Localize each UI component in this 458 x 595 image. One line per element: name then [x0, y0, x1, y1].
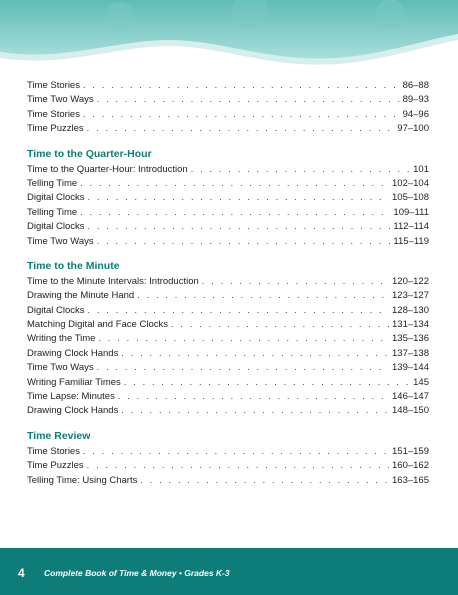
- toc-entry: [27, 78, 429, 92]
- dot-leader: [97, 234, 391, 248]
- toc-section-quarter-hour: [27, 147, 429, 248]
- entry-pages: 163–165: [392, 474, 429, 486]
- entry-title: Time to the Minute Intervals: Introduction: [27, 275, 199, 287]
- toc-entry: [27, 190, 429, 204]
- entry-pages: 148–150: [392, 405, 429, 417]
- section-heading: Time to the Quarter-Hour: [27, 147, 152, 160]
- dot-leader: [83, 107, 400, 121]
- entry-title: Time Two Ways: [27, 235, 94, 247]
- section-heading: Time Review: [27, 429, 91, 442]
- toc-entry: [27, 121, 429, 135]
- dot-leader: [87, 121, 395, 135]
- dot-leader: [191, 162, 410, 176]
- toc-entry: [27, 303, 429, 317]
- entry-title: Time Two Ways: [27, 362, 94, 374]
- entry-title: Drawing Clock Hands: [27, 347, 119, 359]
- entry-title: Telling Time: [27, 177, 78, 189]
- toc-entry: [27, 346, 429, 360]
- toc-entry: [27, 162, 429, 176]
- dot-leader: [83, 444, 389, 458]
- toc-entry: [27, 375, 429, 389]
- dot-leader: [121, 403, 389, 417]
- toc-entry: [27, 473, 429, 487]
- entry-pages: 146–147: [392, 391, 429, 403]
- toc-entry: [27, 331, 429, 345]
- toc-entry: [27, 274, 429, 288]
- dot-leader: [202, 274, 389, 288]
- entry-pages: 135–136: [392, 333, 429, 345]
- entry-title: Digital Clocks: [27, 192, 85, 204]
- toc-entry: [27, 403, 429, 417]
- dot-leader: [121, 346, 389, 360]
- entry-title: Time Stories: [27, 80, 80, 91]
- entry-pages: 145: [413, 376, 429, 388]
- dot-leader: [88, 219, 391, 233]
- toc-entry: [27, 458, 429, 472]
- toc-entry: [27, 234, 429, 248]
- entry-title: Matching Digital and Face Clocks: [27, 319, 168, 331]
- entry-title: Time Puzzles: [27, 460, 84, 472]
- dot-leader: [80, 176, 389, 190]
- entry-pages: 101: [413, 163, 429, 175]
- entry-pages: 97–100: [397, 123, 429, 135]
- dot-leader: [118, 389, 389, 403]
- dot-leader: [80, 205, 390, 219]
- dot-leader: [171, 317, 389, 331]
- dot-leader: [83, 78, 400, 92]
- footer-bar: [0, 548, 458, 595]
- dot-leader: [88, 190, 389, 204]
- entry-title: Writing Familiar Times: [27, 376, 121, 388]
- entry-title: Time Puzzles: [27, 123, 84, 135]
- entry-pages: 112–114: [393, 221, 429, 233]
- dot-leader: [88, 303, 389, 317]
- entry-title: Writing the Time: [27, 333, 96, 345]
- toc-entry: [27, 176, 429, 190]
- entry-pages: 94–96: [402, 108, 429, 120]
- entry-pages: 115–119: [393, 235, 429, 247]
- entry-pages: 128–130: [392, 304, 429, 316]
- dot-leader: [140, 473, 389, 487]
- entry-pages: 131–134: [392, 319, 429, 331]
- entry-title: Time to the Quarter-Hour: Introduction: [27, 163, 188, 175]
- toc-entry: [27, 288, 429, 302]
- toc-entry: [27, 360, 429, 374]
- entry-title: Time Stories: [27, 108, 80, 120]
- entry-pages: 109–111: [393, 206, 429, 218]
- entry-pages: 120–122: [392, 275, 429, 287]
- dot-leader: [87, 458, 389, 472]
- toc-section-continued: [27, 78, 429, 136]
- entry-title: Drawing the Minute Hand: [27, 290, 135, 302]
- header-wave-graphic: [0, 0, 458, 70]
- entry-title: Time Lapse: Minutes: [27, 391, 115, 403]
- entry-title: Telling Time: [27, 206, 78, 218]
- entry-title: Drawing Clock Hands: [27, 405, 119, 417]
- toc-section-minute: [27, 259, 429, 418]
- entry-pages: 160–162: [392, 460, 429, 472]
- toc-entry: [27, 389, 429, 403]
- toc-entry: [27, 107, 429, 121]
- dot-leader: [124, 375, 410, 389]
- entry-pages: 105–108: [392, 192, 429, 204]
- entry-pages: 123–127: [392, 290, 429, 302]
- header-banner: [0, 0, 458, 70]
- entry-title: Telling Time: Using Charts: [27, 474, 138, 486]
- toc-entry: [27, 205, 429, 219]
- toc-entry: [27, 444, 429, 458]
- toc-entry: [27, 219, 429, 233]
- toc-entry: [27, 317, 429, 331]
- dot-leader: [98, 331, 389, 345]
- entry-title: Time Stories: [27, 445, 80, 457]
- entry-title: Digital Clocks: [27, 221, 85, 233]
- entry-pages: 86–88: [402, 80, 429, 91]
- toc-section-review: [27, 429, 429, 487]
- entry-title: Digital Clocks: [27, 304, 85, 316]
- toc-entry: [27, 92, 429, 106]
- entry-pages: 137–138: [392, 347, 429, 359]
- section-heading: Time to the Minute: [27, 259, 120, 272]
- dot-leader: [137, 288, 389, 302]
- entry-pages: 151–159: [392, 445, 429, 457]
- entry-pages: 89–93: [402, 94, 429, 106]
- dot-leader: [97, 92, 400, 106]
- entry-pages: 139–144: [392, 362, 429, 374]
- dot-leader: [97, 360, 389, 374]
- entry-pages: 102–104: [392, 177, 429, 189]
- entry-title: Time Two Ways: [27, 94, 94, 106]
- footer-book-title: Complete Book of Time & Money • Grades K-3: [44, 568, 230, 578]
- table-of-contents: [27, 78, 429, 487]
- page-number: 4: [18, 566, 25, 580]
